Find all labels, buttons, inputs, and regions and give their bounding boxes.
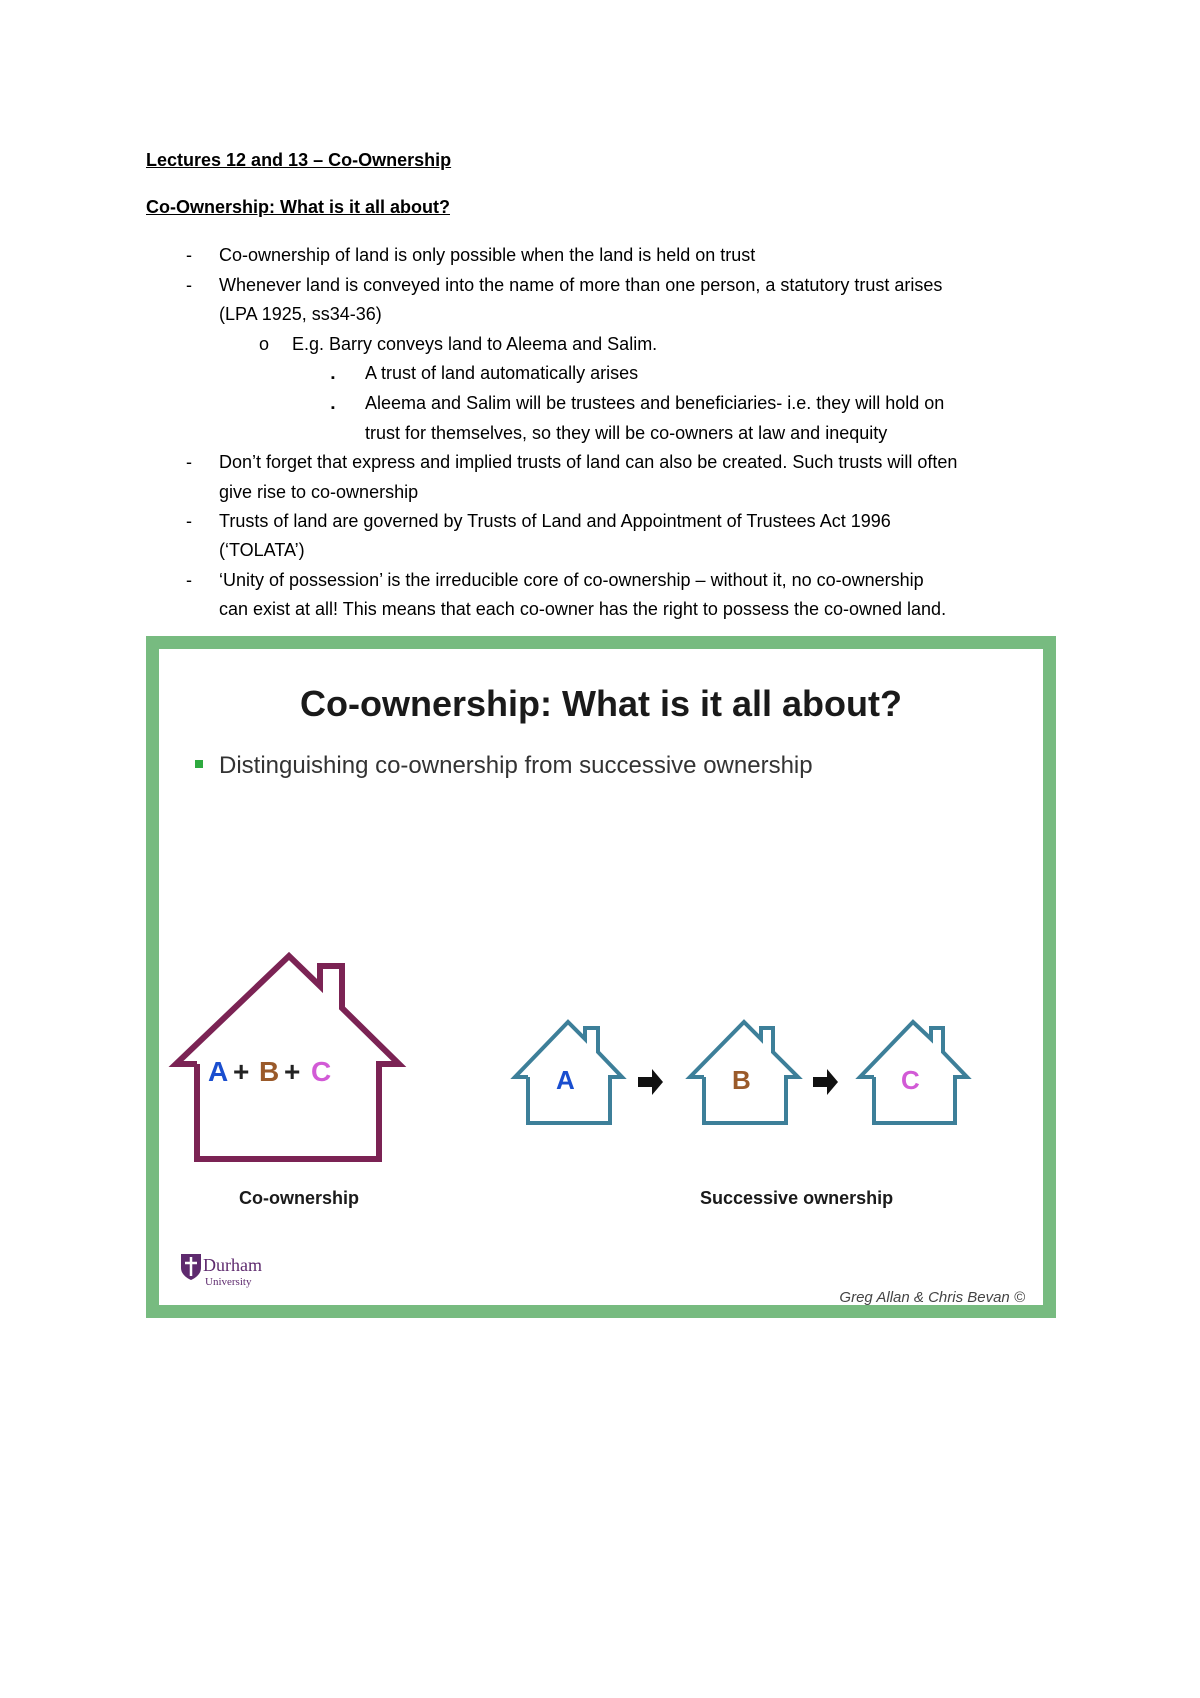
- bullet-text-line: ‘Unity of possession’ is the irreducible core of co-ownership – without it, no co-ownership: [219, 570, 924, 590]
- slide-title: Co-ownership: What is it all about?: [300, 683, 902, 724]
- bullet-dash-icon: -: [186, 275, 192, 295]
- arrow-right-icon: [638, 1069, 663, 1095]
- bullet-dash-icon: -: [186, 452, 192, 472]
- logo-sub: University: [205, 1276, 252, 1288]
- bullet-square-icon: ▪: [331, 372, 335, 384]
- bullet-dash-icon: -: [186, 511, 192, 531]
- bullet-circle-icon: o: [259, 334, 270, 354]
- successive-house-b: B: [732, 1065, 751, 1095]
- bullet-text-line: Trusts of land are governed by Trusts of Land and Appointment of Trustees Act 1996: [219, 511, 891, 531]
- co-house-plus-2: +: [284, 1056, 301, 1087]
- slide-bullet-text: Distinguishing co-ownership from successive ownership: [219, 752, 813, 779]
- bullet-text-line: Co-ownership of land is only possible when the land is held on trust: [219, 245, 756, 265]
- bullet-dash-icon: -: [186, 570, 192, 590]
- bullet-text-line: can exist at all! This means that each co-owner has the right to possess the co-owned land.: [219, 599, 947, 619]
- successive-house-c: C: [901, 1065, 920, 1095]
- bullet-dash-icon: -: [186, 245, 192, 265]
- logo-name: Durham: [203, 1255, 262, 1275]
- co-house-a: A: [208, 1056, 229, 1087]
- embedded-slide: [146, 636, 1056, 1318]
- bullet-text-line: Don’t forget that express and implied trusts of land can also be created. Such trusts will often: [219, 452, 958, 472]
- bullet-text-line: Whenever land is conveyed into the name of more than one person, a statutory trust arises: [219, 275, 943, 295]
- durham-crest-icon: [179, 1252, 203, 1282]
- co-ownership-caption: Co-ownership: [239, 1188, 359, 1208]
- document-title: Lectures 12 and 13 – Co-Ownership: [146, 150, 452, 170]
- successive-ownership-caption: Successive ownership: [700, 1188, 894, 1208]
- bullet-text-line: give rise to co-ownership: [219, 482, 419, 502]
- bullet-text-line: (LPA 1925, ss34-36): [219, 304, 382, 324]
- bullet-text-line: A trust of land automatically arises: [365, 363, 639, 383]
- successive-house-a: A: [556, 1065, 575, 1095]
- section-heading: Co-Ownership: What is it all about?: [146, 197, 450, 217]
- slide-credit: Greg Allan & Chris Bevan ©: [839, 1289, 1025, 1306]
- bullet-text-line: trust for themselves, so they will be co-owners at law and inequity: [365, 423, 888, 443]
- arrow-right-icon: [813, 1069, 838, 1095]
- co-house-plus-1: +: [233, 1056, 250, 1087]
- co-house-c: C: [311, 1056, 332, 1087]
- co-house-b: B: [259, 1056, 280, 1087]
- bullet-text-line: Aleema and Salim will be trustees and beneficiaries- i.e. they will hold on: [365, 393, 945, 413]
- bullet-text-line: E.g. Barry conveys land to Aleema and Salim.: [292, 334, 658, 354]
- bullet-square-icon: ▪: [331, 402, 335, 414]
- bullet-text-line: (‘TOLATA’): [219, 540, 305, 560]
